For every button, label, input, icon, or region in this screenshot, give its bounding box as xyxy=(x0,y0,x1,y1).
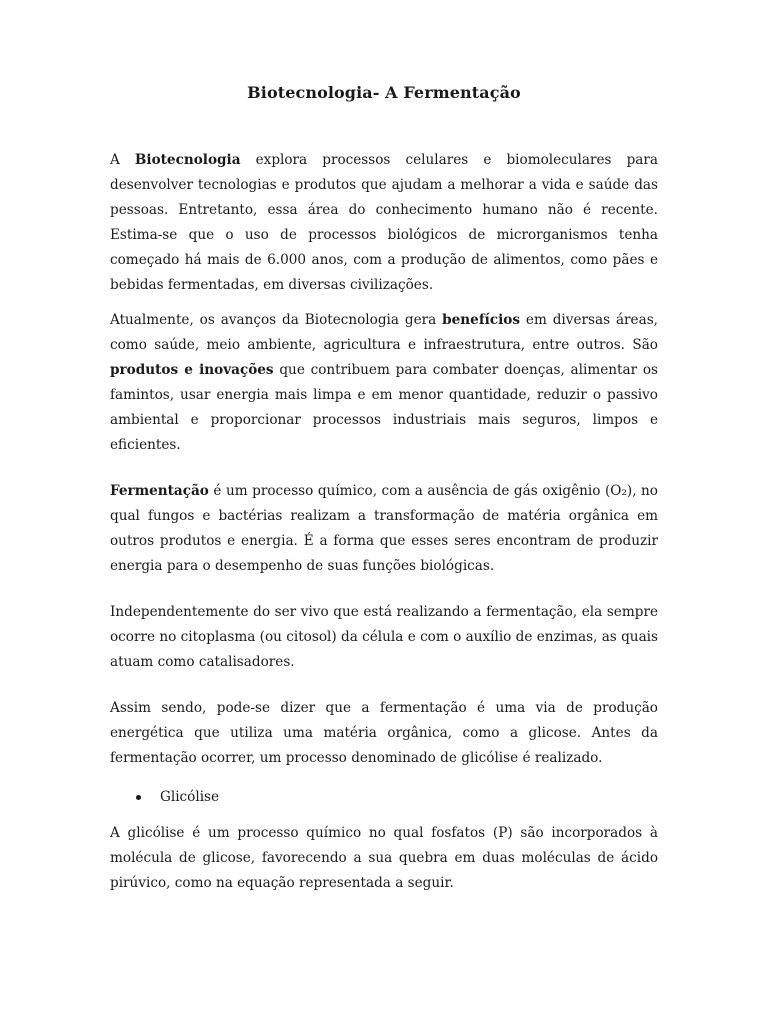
paragraph-biotecnologia-intro xyxy=(110,148,658,298)
paragraph-text: Atualmente, os avanços da Biotecnologia gera xyxy=(110,312,443,328)
paragraph-text: explora processos celulares e biomoleculares para desenvolver tecnologias e produtos que ajudam a melhorar a vida e saúde das pessoas. Entretanto, essa área do conhecimento humano não é recente. Estima-se que o uso de processos biológicos de microrganismos tenha começado há mais de 6.000 anos, com a produção de alimentos, como pães e bebidas fermentadas, em diversas civilizações. xyxy=(110,152,659,293)
document-title: Biotecnologia- A Fermentação xyxy=(247,83,521,102)
list-item xyxy=(110,785,658,810)
paragraph-fermentacao-definicao xyxy=(110,479,658,579)
paragraph-text: A xyxy=(110,152,135,168)
bullet-list xyxy=(110,785,658,810)
bullet-icon xyxy=(136,795,141,800)
paragraph-text: é um processo químico, com a ausência de gás oxigênio (O₂), no qual fungos e bactérias realizam a transformação de matéria orgânica em outros produtos e energia. É a forma que esses seres encontram de produzir energia para o desempenho de suas funções biológicas. xyxy=(110,483,658,574)
bold-term-biotecnologia: Biotecnologia xyxy=(134,152,241,168)
paragraph-avancos xyxy=(110,308,658,458)
bold-term-fermentacao: Fermentação xyxy=(110,483,209,499)
bold-term-beneficios: benefícios xyxy=(442,312,520,328)
paragraph-text: que contribuem para combater doenças, alimentar os famintos, usar energia mais limpa e em menor quantidade, reduzir o passivo ambiental e proporcionar processos industriais mais seguros, limpos e eficientes. xyxy=(110,362,659,453)
paragraph-text: em diversas áreas, como saúde, meio ambiente, agricultura e infraestrutura, entre outros. São xyxy=(110,312,658,353)
bold-term-produtos-inovacoes: produtos e inovações xyxy=(110,362,274,378)
paragraph-via-energetica: Assim sendo, pode-se dizer que a fermentação é uma via de produção energética que utiliza uma matéria orgânica, como a glicose. Antes da fermentação ocorrer, um processo denominado de glicólise é realizado. xyxy=(110,700,658,766)
paragraph-citoplasma: Independentemente do ser vivo que está realizando a fermentação, ela sempre ocorre no citoplasma (ou citosol) da célula e com o auxílio de enzimas, as quais atuam como catalisadores. xyxy=(110,604,658,670)
paragraph-glicolise: A glicólise é um processo químico no qual fosfatos (P) são incorporados à molécula de glicose, favorecendo a sua quebra em duas moléculas de ácido pirúvico, como na equação representada a seguir. xyxy=(110,825,658,891)
list-item-label: Glicólise xyxy=(160,789,220,805)
